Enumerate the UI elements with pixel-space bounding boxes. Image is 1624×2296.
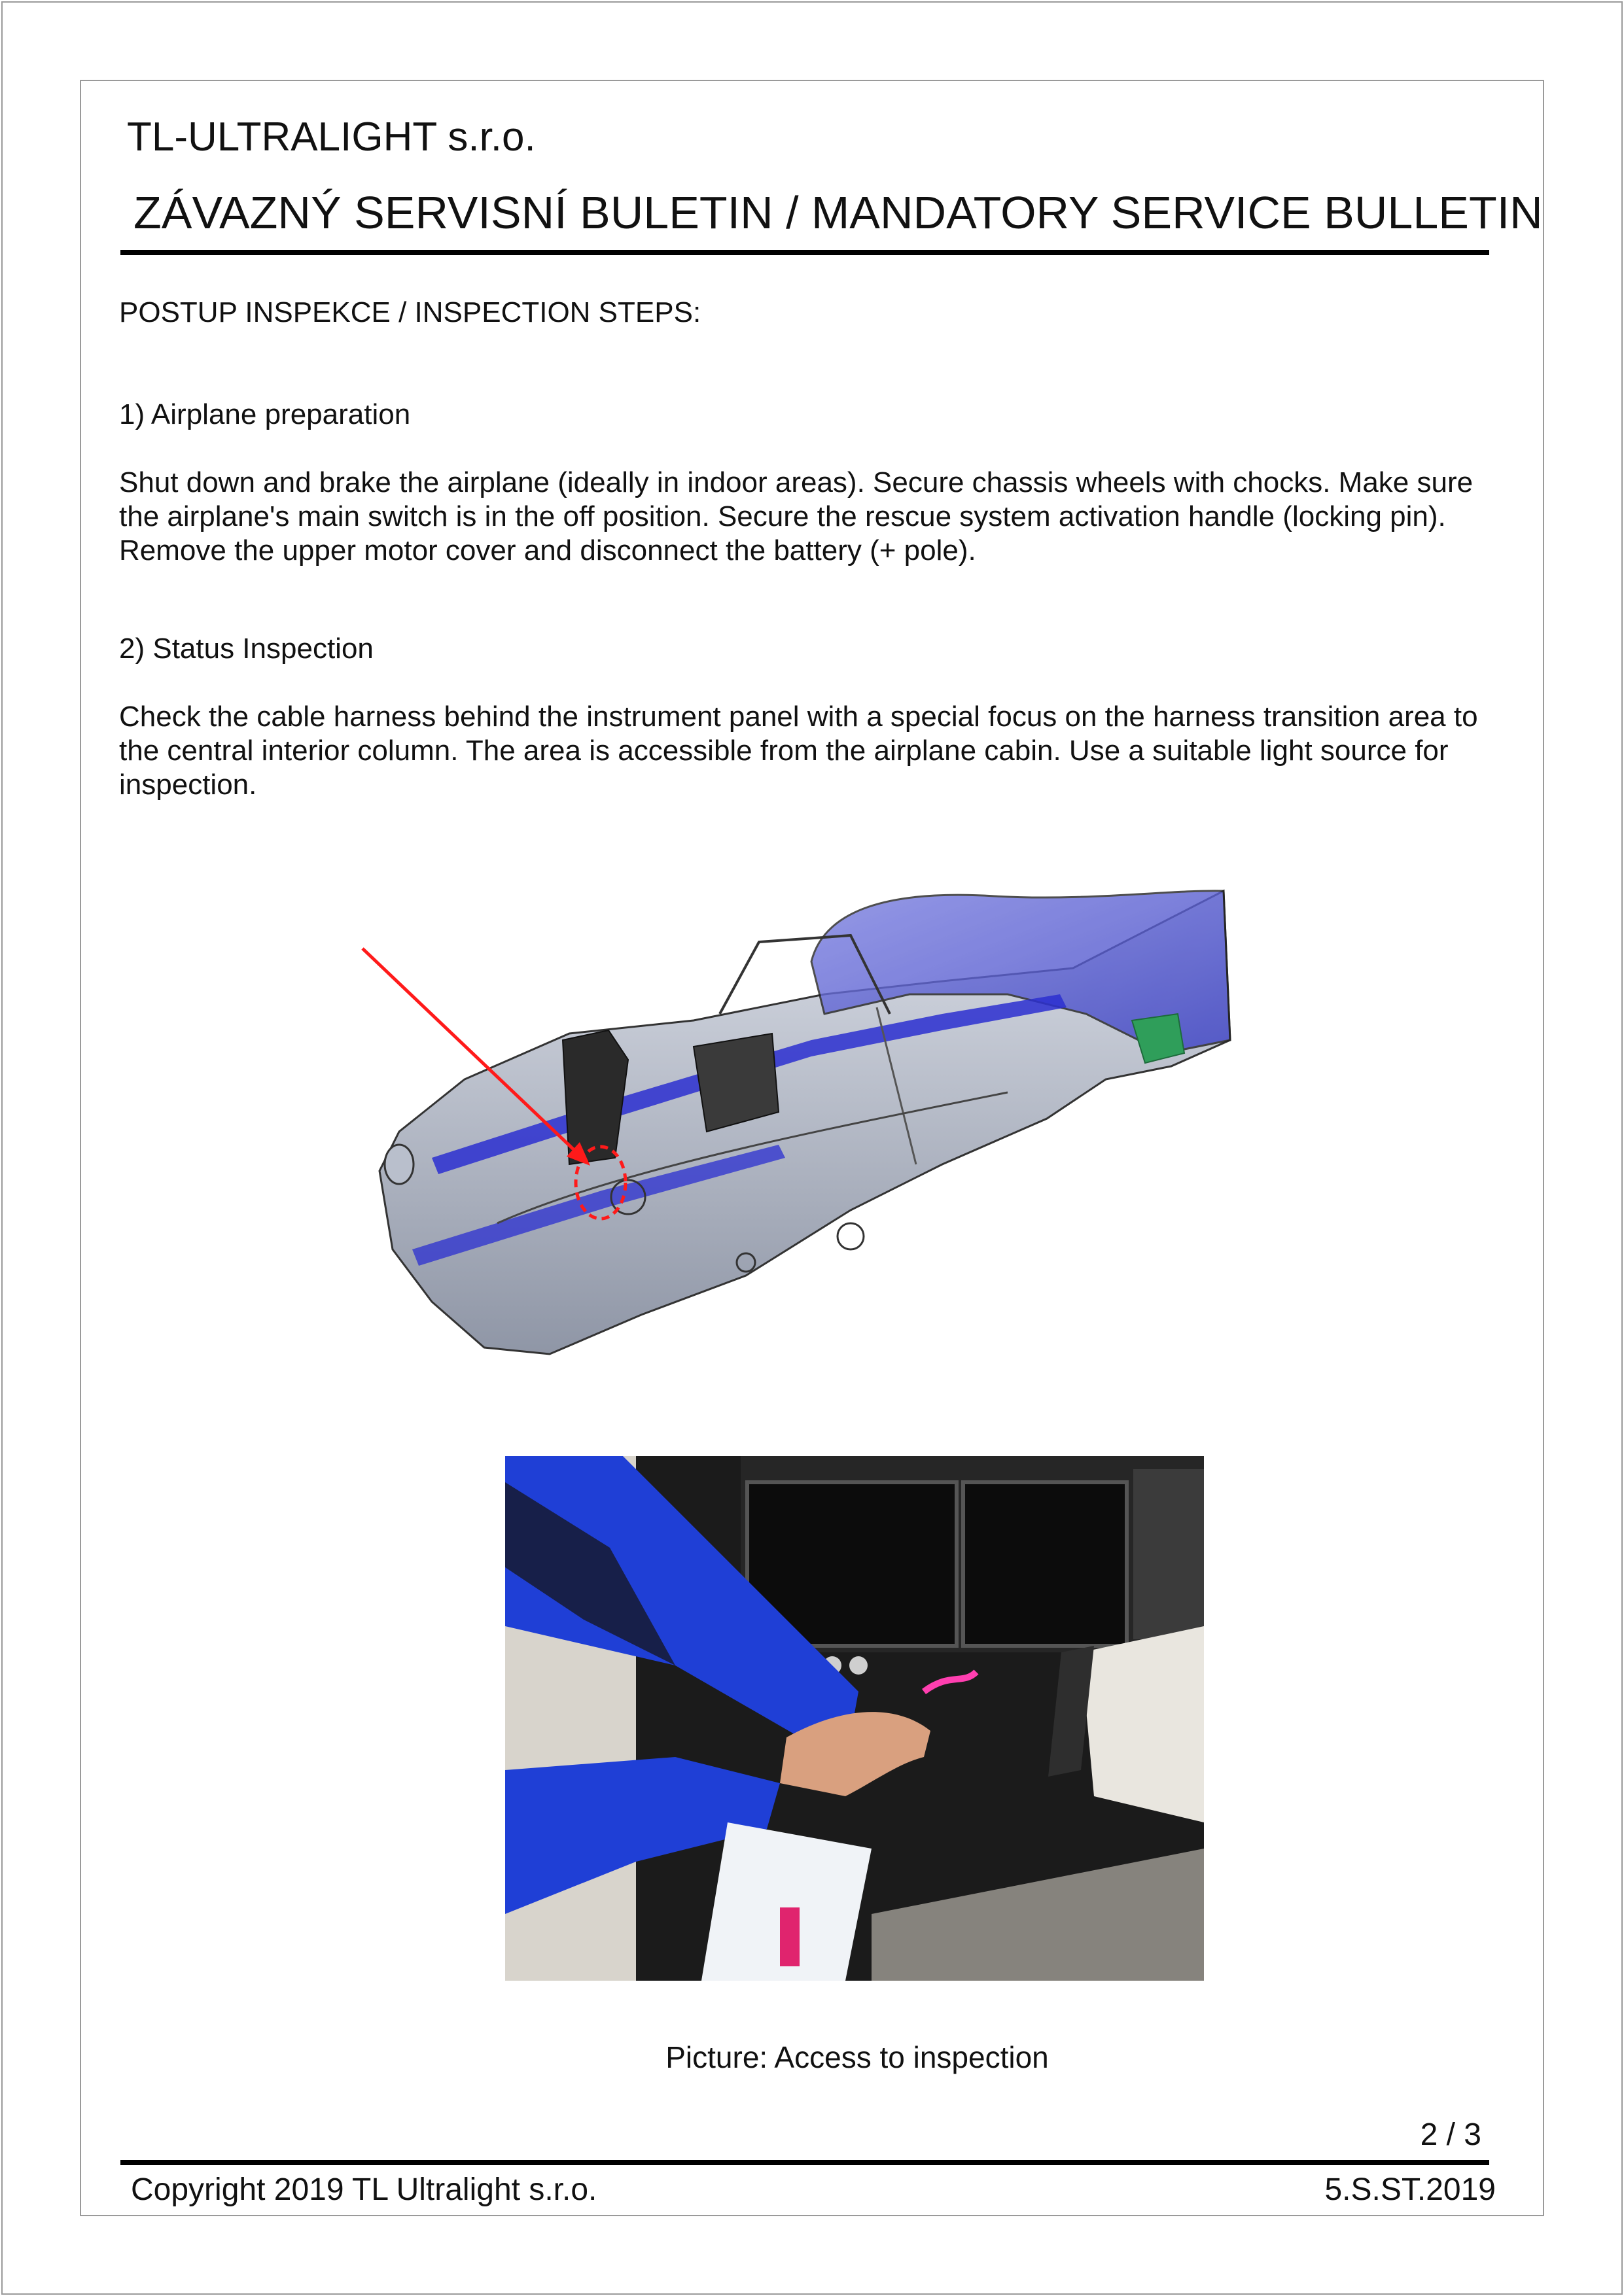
figure-caption: Picture: Access to inspection	[665, 2040, 1049, 2074]
page-number: 2 / 3	[1420, 2117, 1481, 2152]
copyright-notice: Copyright 2019 TL Ultralight s.r.o.	[131, 2172, 597, 2207]
step-body-status-inspection: Check the cable harness behind the instrument panel with a special focus on the harness transition area to the central interior column. The area is accessible from the airplane cabin. Use a suitable light source for inspection.	[119, 701, 1478, 801]
bulletin-title: ZÁVAZNÝ SERVISNÍ BULETIN / MANDATORY SERVICE BULLETIN	[133, 187, 1543, 238]
step-body-airplane-preparation: Shut down and brake the airplane (ideally in indoor areas). Secure chassis wheels with chocks. Make sure the airplane's main switch is in the off position. Secure the rescue system activation handle (locking pin). Remove the upper motor cover and disconnect the battery (+ pole).	[119, 466, 1474, 566]
step-heading-status-inspection: 2) Status Inspection	[119, 633, 374, 665]
fuselage-cad-illustration	[353, 883, 1237, 1361]
footer-divider	[120, 2160, 1489, 2165]
section-heading: POSTUP INSPEKCE / INSPECTION STEPS:	[119, 296, 701, 328]
step-heading-airplane-preparation: 1) Airplane preparation	[119, 398, 411, 430]
document-code: 5.S.ST.2019	[1324, 2172, 1496, 2207]
inspection-access-photo	[505, 1456, 1204, 1981]
header-divider	[120, 250, 1489, 255]
company-name: TL-ULTRALIGHT s.r.o.	[127, 114, 536, 160]
